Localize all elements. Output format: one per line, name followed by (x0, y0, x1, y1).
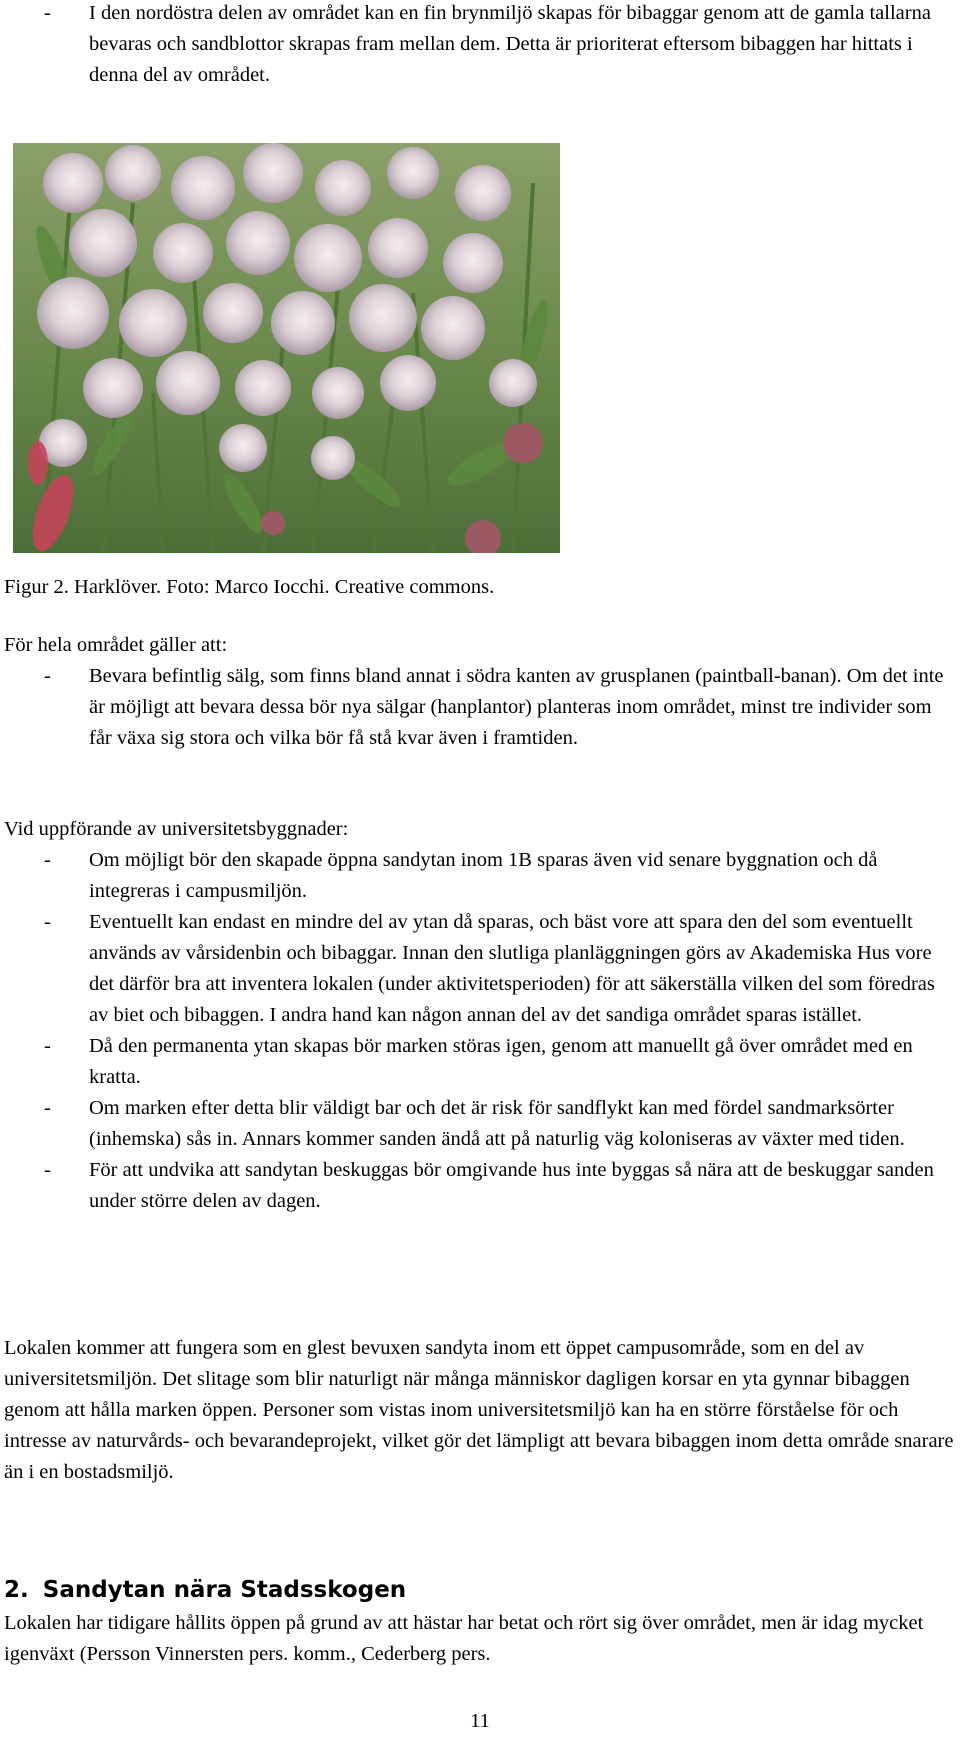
section-whole-area (0, 630, 960, 754)
bullet-item (0, 1155, 960, 1217)
section2-text: Lokalen har tidigare hållits öppen på grund av att hästar har betat och rört sig över området, men är idag mycket igenväxt (Persson Vinnersten pers. komm., Cederberg pers. (4, 1612, 924, 1665)
section-title: Sandytan nära Stadsskogen (42, 1577, 407, 1603)
bullet-dash: - (44, 1097, 51, 1119)
bullet-item (0, 661, 960, 754)
bullet-text: Då den permanenta ytan skapas bör marken störas igen, genom att manuellt gå över området med en kratta. (89, 1035, 913, 1088)
section-number: 2. (4, 1577, 29, 1603)
section-heading (4, 1573, 406, 1607)
bullet-list (0, 845, 960, 1217)
closing-paragraph-block (0, 1333, 960, 1488)
closing-paragraph: Lokalen kommer att fungera som en glest bevuxen sandyta inom ett öppet campusområde, som en del av universitetsmiljön. Det slitage som blir naturligt när många människor dagligen korsar en yta gynnar bibaggen genom att hålla marken öppen. Personer som vistas inom universitetsmiljö kan ha en större förståelse för och intresse av naturvårds- och bevarandeprojekt, vilket gör det lämpligt att bevara bibaggen inom detta område snarare än i en bostadsmiljö. (4, 1337, 954, 1483)
intro-bullet-block (0, 0, 960, 91)
bullet-item (0, 907, 960, 1031)
hare-clover-photo (13, 143, 560, 553)
page-number: 11 (470, 1710, 490, 1732)
bullet-dash: - (44, 1035, 51, 1057)
bullet-text: Eventuellt kan endast en mindre del av ytan då sparas, och bäst vore att spara den del som eventuellt används av vårsidenbin och bibaggar. Innan den slutliga planläggningen görs av Akademiska Hus vore det därför bra att inventera lokalen (under aktivitetsperioden) för att säkerställa vilken del som föredras av biet och bibaggen. I andra hand kan någon annan del av det sandiga området sparas istället. (89, 911, 935, 1026)
section2-text-block (0, 1608, 960, 1670)
section-university (0, 814, 960, 1217)
bullet-dash: - (44, 1159, 51, 1181)
bullet-text: För att undvika att sandytan beskuggas bör omgivande hus inte byggas så nära att de beskuggar sanden under större delen av dagen. (89, 1159, 934, 1212)
bullet-list (0, 661, 960, 754)
bullet-text: Om marken efter detta blir väldigt bar och det är risk för sandflykt kan med fördel sandmarksörter (inhemska) sås in. Annars kommer sanden ändå att på naturlig väg koloniseras av växter med tiden. (89, 1097, 905, 1150)
section-intro: För hela området gäller att: (4, 634, 228, 656)
bullet-dash: - (44, 849, 51, 871)
bullet-item (0, 1093, 960, 1155)
bullet-dash: - (44, 2, 51, 24)
figure-caption: Figur 2. Harklöver. Foto: Marco Iocchi. Creative commons. (4, 576, 495, 598)
bullet-item (0, 0, 960, 91)
section-intro: Vid uppförande av universitetsbyggnader: (4, 818, 349, 840)
bullet-text: Om möjligt bör den skapade öppna sandytan inom 1B sparas även vid senare byggnation och då integreras i campusmiljön. (89, 849, 878, 902)
bullet-item (0, 845, 960, 907)
bullet-item (0, 1031, 960, 1093)
bullet-dash: - (44, 665, 51, 687)
bullet-dash: - (44, 911, 51, 933)
bullet-text: Bevara befintlig sälg, som finns bland annat i södra kanten av grusplanen (paintball-banan). Om det inte är möjligt att bevara dessa bör nya sälgar (hanplantor) planteras inom området, minst tre individer som får växa sig stora och vilka bör få stå kvar även i framtiden. (89, 665, 944, 749)
bullet-text: I den nordöstra delen av området kan en fin brynmiljö skapas för bibaggar genom att de gamla tallarna bevaras och sandblottor skrapas fram mellan dem. Detta är prioriterat eftersom bibaggen har hittats i denna del av området. (89, 2, 931, 86)
